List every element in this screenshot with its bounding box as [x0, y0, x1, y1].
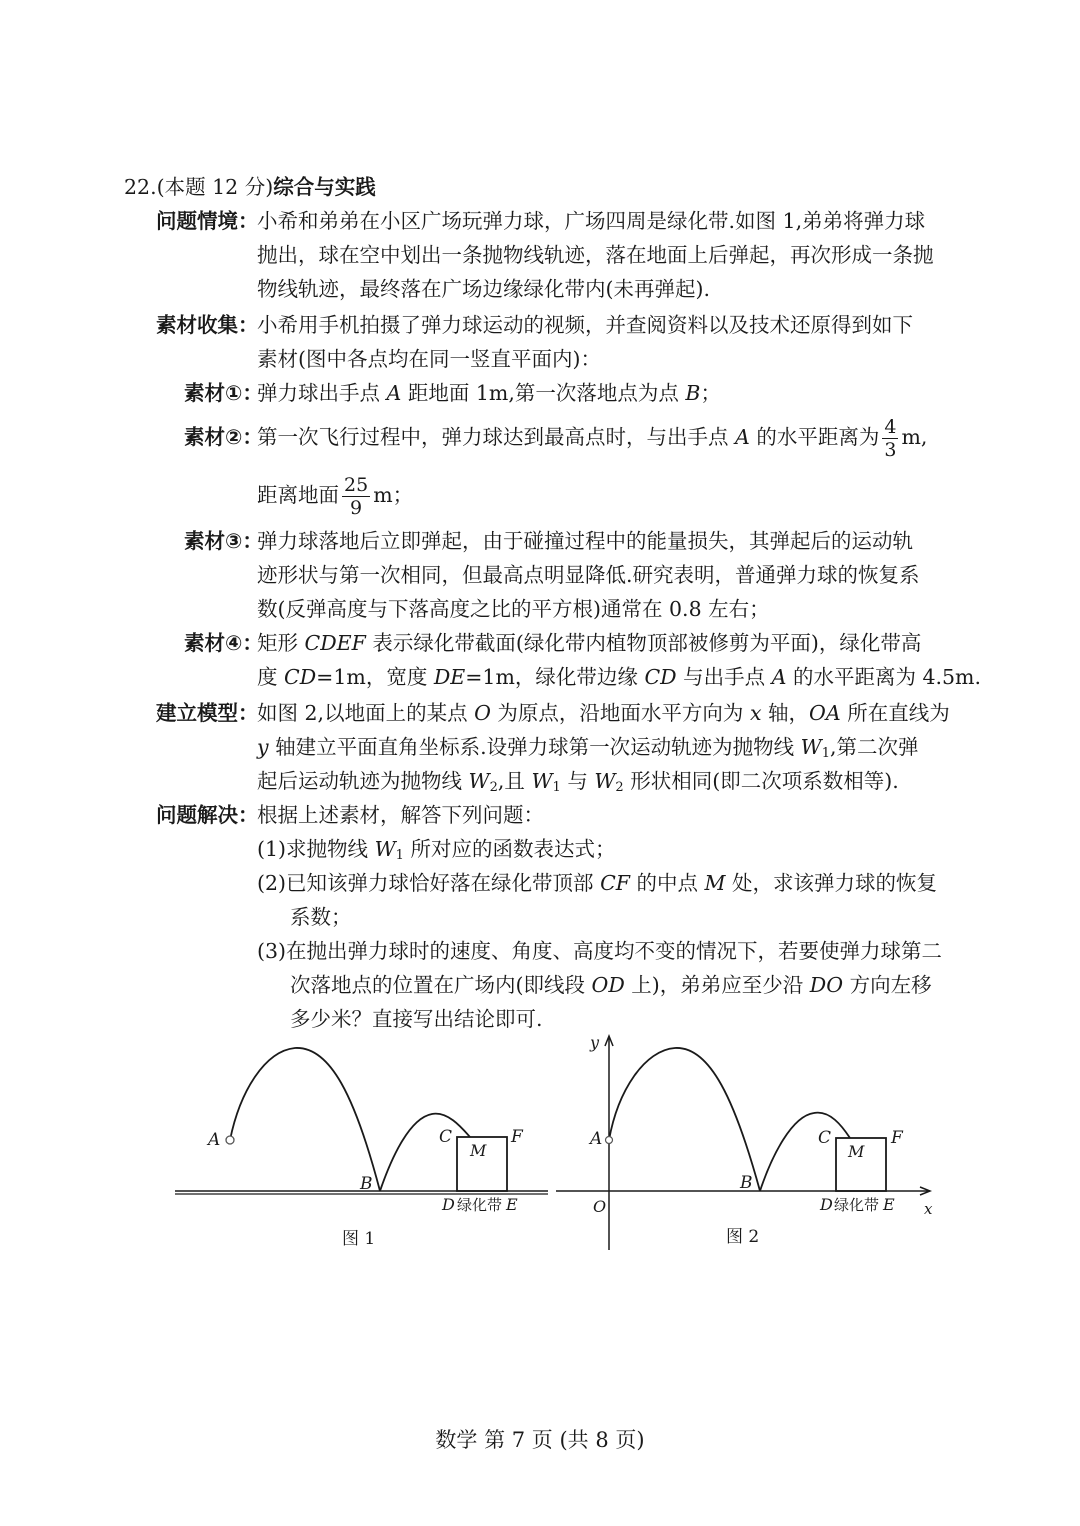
text-span: 轴，	[761, 701, 810, 725]
text-span: 所对应的函数表达式；	[403, 837, 616, 861]
text-span: (1)求抛物线	[257, 837, 375, 861]
var-w: W	[531, 769, 553, 793]
material-3-line-2: 迹形状与第一次相同，但最高点明显降低.研究表明，普通弹力球的恢复系	[257, 563, 920, 587]
label-belt: 绿化带	[457, 1196, 503, 1214]
segment-de: DE	[433, 665, 466, 689]
text-span: 距离地面	[257, 483, 339, 507]
subscript: 2	[489, 780, 498, 795]
fraction-numerator: 4	[884, 416, 897, 438]
label-x: x	[924, 1200, 933, 1218]
text-span: 的中点	[629, 871, 705, 895]
label-o: O	[593, 1197, 607, 1216]
material-4-label: 素材④：	[184, 631, 263, 655]
point-a-dot	[226, 1136, 234, 1144]
question-2-line-1	[257, 868, 937, 898]
text-span: 距地面 1m,第一次落地点为点	[401, 381, 686, 405]
label-f: F	[511, 1127, 523, 1147]
point-a-dot	[606, 1137, 613, 1144]
solve-label: 问题解决：	[156, 803, 259, 827]
label-d: D	[820, 1195, 833, 1214]
collection-line-2: 素材(图中各点均在同一竖直平面内)：	[257, 347, 601, 371]
trajectory-1	[230, 1048, 380, 1191]
fraction-25-9	[342, 474, 370, 519]
label-y: y	[590, 1033, 600, 1052]
var-w: W	[594, 769, 616, 793]
solve-intro: 根据上述素材，解答下列问题：	[257, 803, 544, 827]
situation-line-1: 小希和弟弟在小区广场玩弹力球，广场四周是绿化带.如图 1,弟弟将弹力球	[257, 209, 926, 233]
label-d: D	[442, 1195, 455, 1214]
label-m: M	[848, 1142, 865, 1161]
label-a: A	[590, 1129, 603, 1149]
model-line-3	[257, 766, 899, 803]
fraction-4-3	[882, 416, 898, 461]
text-span: 表示绿化带截面(绿化带内植物顶部被修剪为平面)，绿化带高	[365, 631, 922, 655]
label-a: A	[208, 1130, 221, 1150]
var-w: W	[468, 769, 490, 793]
figure-1	[170, 1036, 560, 1261]
model-line-2	[257, 732, 919, 769]
model-line-1	[257, 698, 950, 728]
problem-title: 综合与实践	[273, 175, 376, 199]
fraction-denominator: 9	[350, 497, 363, 519]
label-c: C	[818, 1128, 832, 1148]
point-a: A	[386, 381, 402, 405]
var-x: x	[749, 701, 762, 725]
material-3-line-3: 数(反弹高度与下落高度之比的平方根)通常在 0.8 左右；	[257, 597, 770, 621]
label-m: M	[470, 1141, 487, 1160]
trajectory-1	[609, 1048, 760, 1191]
text-span: 第一次飞行过程中，弹力球达到最高点时，与出手点	[257, 425, 736, 449]
question-3-line-1: (3)在抛出弹力球时的速度、角度、高度均不变的情况下，若要使弹力球第二	[257, 939, 943, 963]
material-2-label: 素材②：	[184, 425, 263, 449]
question-2-line-2: 系数；	[290, 905, 352, 929]
situation-label: 问题情境：	[156, 209, 259, 233]
segment-oa: OA	[809, 701, 841, 725]
text-span: 处，求该弹力球的恢复	[725, 871, 938, 895]
figure-2	[550, 1030, 950, 1262]
subscript: 1	[552, 780, 561, 795]
problem-score: (本题 12 分)	[156, 175, 274, 199]
text-span: =1m，宽度	[316, 665, 434, 689]
text-span: 形状相同(即二次项系数相等).	[623, 769, 899, 793]
label-c: C	[439, 1127, 453, 1147]
segment-cd: CD	[644, 665, 677, 689]
label-e: E	[883, 1195, 895, 1214]
text-span: ；	[700, 381, 721, 405]
material-1-text	[257, 378, 721, 408]
situation-line-2: 抛出，球在空中划出一条抛物线轨迹，落在地面上后弹起，再次形成一条抛	[257, 243, 934, 267]
material-2-line-2	[257, 470, 413, 520]
text-span: 弹力球出手点	[257, 381, 387, 405]
text-span: 如图 2,以地面上的某点	[257, 701, 475, 725]
text-span: 次落地点的位置在广场内(即线段	[290, 973, 592, 997]
label-e: E	[506, 1195, 518, 1214]
text-span: m,	[901, 425, 928, 449]
var-y: y	[257, 735, 269, 759]
fraction-numerator: 25	[344, 474, 369, 496]
fraction-denominator: 3	[884, 439, 897, 461]
text-span: =1m，绿化带边缘	[465, 665, 645, 689]
segment-cf: CF	[600, 871, 630, 895]
material-1-label: 素材①：	[184, 381, 263, 405]
figure-1-caption: 图 1	[342, 1229, 376, 1249]
material-3-line-1: 弹力球落地后立即弹起，由于碰撞过程中的能量损失，其弹起后的运动轨	[257, 529, 913, 553]
text-span: 的水平距离为 4.5m.	[786, 665, 982, 689]
question-3-line-2	[290, 970, 932, 1000]
text-span: 所在直线为	[840, 701, 950, 725]
segment-od: OD	[591, 973, 625, 997]
text-span: 矩形	[257, 631, 305, 655]
text-span: 上)，弟弟应至少沿	[624, 973, 810, 997]
material-4-line-1	[257, 628, 921, 658]
point-a: A	[771, 665, 787, 689]
var-w: W	[800, 735, 822, 759]
segment-do: DO	[809, 973, 844, 997]
text-span: 为原点，沿地面水平方向为	[490, 701, 750, 725]
text-span: 与出手点	[676, 665, 772, 689]
text-span: 度	[257, 665, 285, 689]
collection-line-1: 小希用手机拍摄了弹力球运动的视频，并查阅资料以及技术还原得到如下	[257, 313, 913, 337]
point-o: O	[474, 701, 491, 725]
label-belt: 绿化带	[834, 1196, 880, 1214]
text-span: ,且	[497, 769, 532, 793]
figure-2-caption: 图 2	[726, 1227, 760, 1247]
problem-header	[124, 172, 376, 202]
label-f: F	[891, 1128, 903, 1148]
text-span: ,第二次弹	[830, 735, 919, 759]
material-2-line-1	[257, 412, 927, 462]
collection-label: 素材收集：	[156, 313, 259, 337]
label-b: B	[360, 1174, 373, 1194]
point-b: B	[685, 381, 701, 405]
segment-cd: CD	[284, 665, 317, 689]
text-span: m；	[373, 483, 414, 507]
subscript: 1	[821, 746, 831, 761]
material-4-line-2	[257, 662, 981, 692]
rect-name: CDEF	[304, 631, 366, 655]
question-3-line-3: 多少米？直接写出结论即可.	[290, 1007, 543, 1031]
problem-number: 22.	[124, 175, 157, 199]
text-span: 起后运动轨迹为抛物线	[257, 769, 469, 793]
text-span: (2)已知该弹力球恰好落在绿化带顶部	[257, 871, 601, 895]
page-footer: 数学 第 7 页 (共 8 页)	[435, 1428, 645, 1452]
text-span: 与	[560, 769, 595, 793]
situation-line-3: 物线轨迹，最终落在广场边缘绿化带内(未再弹起).	[257, 277, 711, 301]
model-label: 建立模型：	[156, 701, 259, 725]
text-span: 方向左移	[843, 973, 932, 997]
text-span: 的水平距离为	[749, 425, 880, 449]
material-3-label: 素材③：	[184, 529, 263, 553]
question-1	[257, 834, 615, 871]
subscript: 1	[395, 848, 404, 863]
var-w: W	[374, 837, 396, 861]
text-span: 轴建立平面直角坐标系.设弹力球第一次运动轨迹为抛物线	[268, 735, 801, 759]
point-a: A	[735, 425, 750, 449]
label-b: B	[740, 1173, 753, 1193]
subscript: 2	[615, 780, 624, 795]
point-m: M	[704, 871, 726, 895]
